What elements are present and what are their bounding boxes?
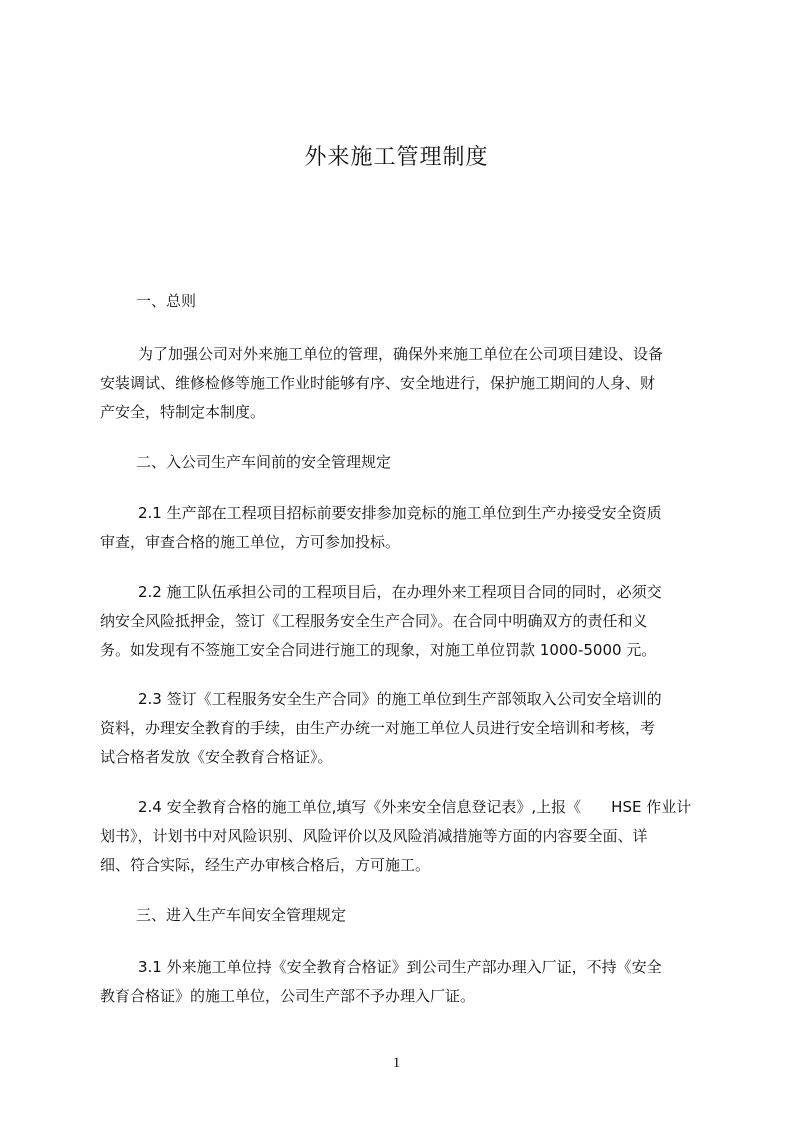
paragraph-2-1	[100, 499, 700, 557]
paragraph-line: 3.1 外来施工单位持《安全教育合格证》到公司生产部办理入厂证，不持《安全	[138, 958, 662, 976]
paragraph-line: 审查，审查合格的施工单位，方可参加投标。	[100, 533, 401, 551]
paragraph-line: 安装调试、维修检修等施工作业时能够有序、安全地进行，保护施工期间的人身、财	[100, 374, 656, 392]
paragraph-line: 细、符合实际，经生产办审核合格后，方可施工。	[100, 856, 431, 874]
paragraph-line: 2.4 安全教育合格的施工单位,填写《外来安全信息登记表》,上报《 HSE 作业计	[138, 798, 692, 816]
paragraph-line: 资料，办理安全教育的手续，由生产办统一对施工单位人员进行安全培训和考核，考	[100, 719, 656, 737]
section-heading-pre-entry: 二、入公司生产车间前的安全管理规定	[136, 453, 392, 471]
paragraph-line: 产安全，特制定本制度。	[100, 403, 266, 421]
paragraph-general	[100, 340, 700, 427]
section-heading-general: 一、总则	[136, 292, 197, 310]
paragraph-line: 2.2 施工队伍承担公司的工程项目后，在办理外来工程项目合同的同时，必须交	[138, 583, 662, 601]
paragraph-2-4	[100, 793, 700, 880]
paragraph-line: 教育合格证》的施工单位，公司生产部不予办理入厂证。	[100, 987, 476, 1005]
paragraph-line: 务。如发现有不签施工安全合同进行施工的现象，对施工单位罚款 1000-5000 元。	[100, 641, 657, 659]
section-heading-workshop-entry: 三、进入生产车间安全管理规定	[136, 906, 347, 924]
paragraph-line: 试合格者发放《安全教育合格证》。	[100, 748, 333, 766]
document-title: 外来施工管理制度	[304, 145, 489, 170]
paragraph-line: 纳安全风险抵押金，签订《工程服务安全生产合同》。在合同中明确双方的责任和义	[100, 612, 648, 630]
paragraph-line: 2.3 签订《工程服务安全生产合同》的施工单位到生产部领取入公司安全培训的	[138, 690, 662, 708]
paragraph-2-2	[100, 578, 700, 665]
paragraph-line: 为了加强公司对外来施工单位的管理，确保外来施工单位在公司项目建设、设备	[138, 345, 664, 363]
paragraph-3-1	[100, 953, 700, 1011]
paragraph-line: 划书》，计划书中对风险识别、风险评价以及风险消减措施等方面的内容要全面、详	[100, 827, 648, 845]
paragraph-line: 2.1 生产部在工程项目招标前要安排参加竞标的施工单位到生产办接受安全资质	[138, 504, 662, 522]
paragraph-2-3	[100, 685, 700, 772]
page-number: 1	[392, 1055, 401, 1071]
